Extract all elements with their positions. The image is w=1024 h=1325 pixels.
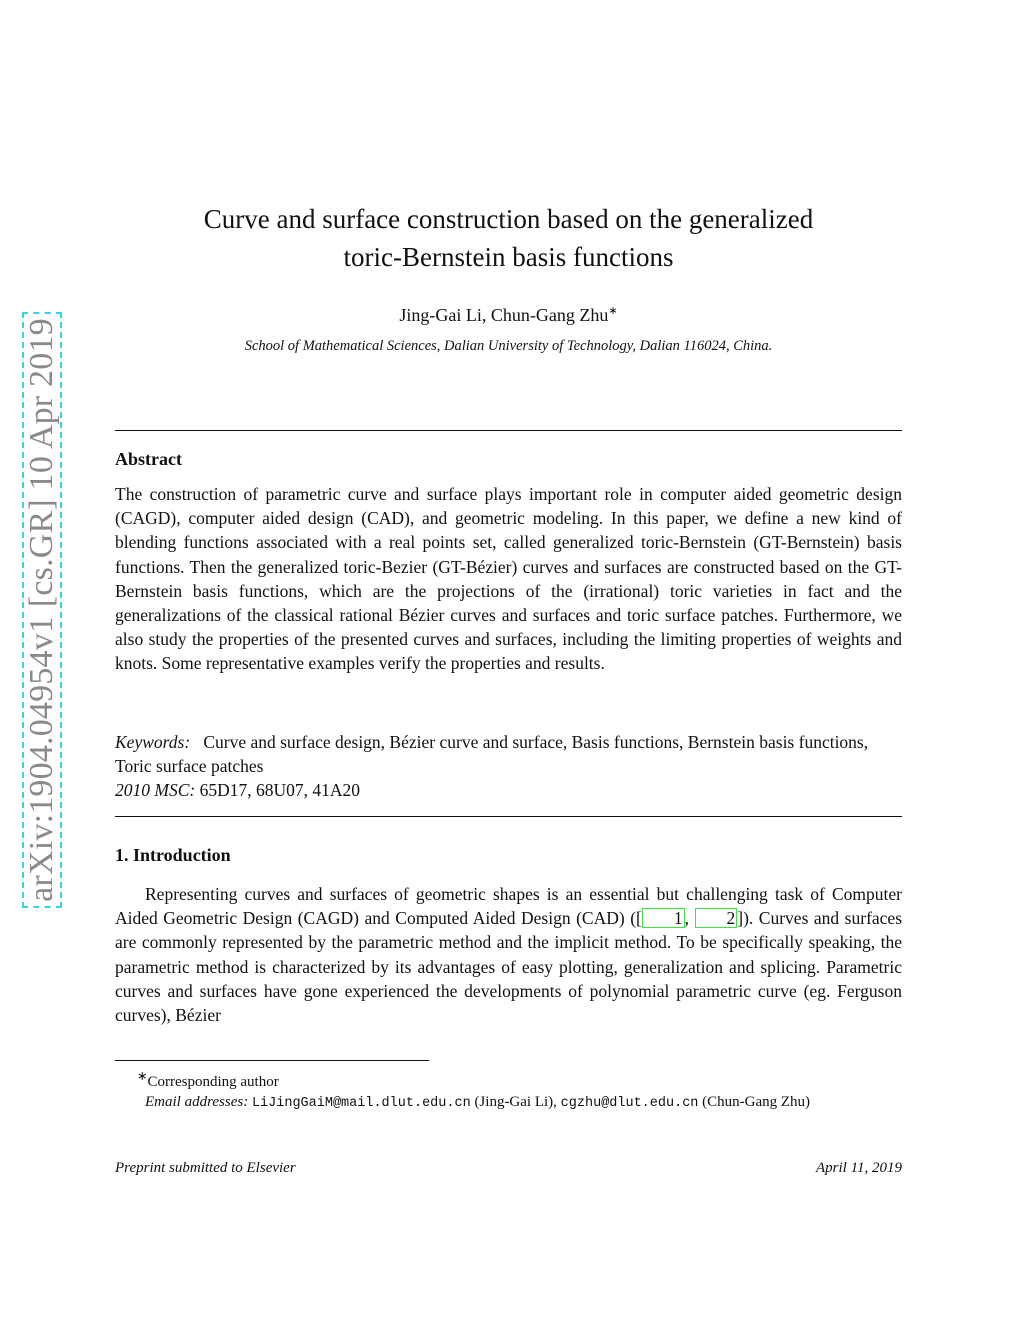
arxiv-identifier: arXiv:1904.04954v1 [cs.GR] 10 Apr 2019 <box>23 318 60 902</box>
authors <box>115 304 902 326</box>
citation-link-2[interactable]: 2 <box>695 908 738 928</box>
keywords-text: Curve and surface design, Bézier curve and surface, Basis functions, Bernstein basis functions, Toric surface patches <box>115 732 869 777</box>
affiliation: School of Mathematical Sciences, Dalian University of Technology, Dalian 116024, China. <box>244 338 773 354</box>
citation-separator: , <box>684 908 695 929</box>
abstract-bottom-rule <box>115 816 902 817</box>
title-line-1: Curve and surface construction based on the generalized <box>203 204 814 234</box>
keywords <box>115 730 902 778</box>
abstract-body: The construction of parametric curve and surface plays important role in computer aided geometric design (CAGD), computer aided design (CAD), and geometric modeling. In this paper, we define a new kind of blending functions associated with a real points set, called generalized toric-Bernstein (GT-Bernstein) basis functions. Then the generalized toric-Bezier (GT-Bézier) curves and surfaces are constructed based on the GT-Bernstein basis functions, which are the projections of the (irrational) toric varieties in fact and the generalizations of the classical rational Bézier curves and surfaces and toric surface patches. Furthermore, we also study the properties of the presented curves and surfaces, including the limiting properties of weights and knots. Some representative examples verify the properties and results. <box>115 484 902 674</box>
footnote-corresponding <box>115 1066 902 1092</box>
footnote-corresponding-text: Corresponding author <box>147 1074 279 1090</box>
preprint-date: April 11, 2019 <box>816 1160 902 1176</box>
msc-codes <box>115 778 902 802</box>
msc-text: 65D17, 68U07, 41A20 <box>199 780 360 800</box>
email-link-2[interactable]: cgzhu@dlut.edu.cn <box>560 1096 699 1111</box>
abstract-heading: Abstract <box>115 449 182 469</box>
title-line-2: toric-Bernstein basis functions <box>343 242 674 272</box>
email-name-2: (Chun-Gang Zhu) <box>698 1094 811 1110</box>
intro-text-before: Representing curves and surfaces of geometric shapes is an essential but challenging task of Computer Aided Geometric Design (CAGD) and Computed Aided Design (CAD) ([ <box>115 884 902 929</box>
keywords-label: Keywords: <box>115 732 191 752</box>
footnote-rule <box>115 1060 429 1061</box>
footnote-marker: ∗ <box>137 1069 148 1083</box>
intro-text-after: ]). Curves and surfaces are commonly represented by the parametric method and the implicit method. To be specifically speaking, the parametric method is characterized by its advantages of easy plotting, generalization and splicing. Parametric curves and surfaces have gone experienced the developments of polynomial parametric curve (eg. Ferguson curves), Bézier <box>115 908 903 1026</box>
paper-title <box>115 200 902 276</box>
abstract-top-rule <box>115 430 902 431</box>
citation-link-1[interactable]: 1 <box>642 908 685 928</box>
corresponding-marker: ∗ <box>608 305 618 317</box>
introduction-body <box>115 882 902 1027</box>
footnotes <box>115 1066 902 1114</box>
msc-label: 2010 MSC: <box>115 780 196 800</box>
author-names: Jing-Gai Li, Chun-Gang Zhu <box>399 305 609 325</box>
introduction-heading: 1. Introduction <box>115 845 231 865</box>
footnote-emails <box>115 1092 902 1114</box>
email-name-1: (Jing-Gai Li), <box>470 1094 561 1110</box>
email-link-1[interactable]: LiJingGaiM@mail.dlut.edu.cn <box>251 1096 471 1111</box>
preprint-note: Preprint submitted to Elsevier <box>115 1160 296 1176</box>
arxiv-stamp <box>22 312 62 908</box>
email-label: Email addresses: <box>145 1094 249 1110</box>
